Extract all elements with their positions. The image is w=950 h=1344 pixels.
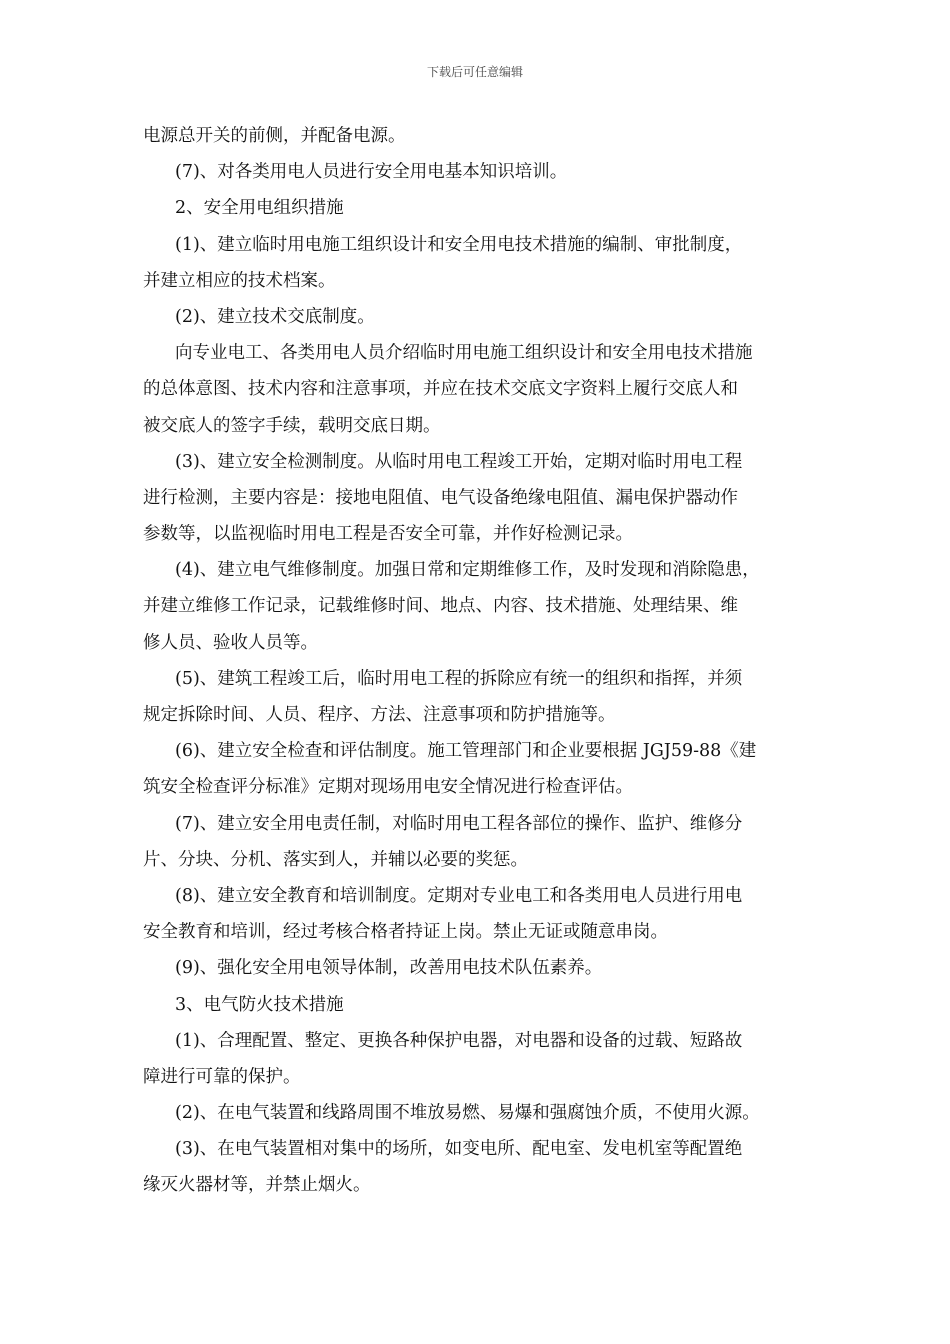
text-line: 并建立维修工作记录，记载维修时间、地点、内容、技术措施、处理结果、维	[143, 596, 738, 617]
text-line: (3)、在电气装置相对集中的场所，如变电所、配电室、发电机室等配置绝	[175, 1139, 743, 1160]
text-line: 参数等，以监视临时用电工程是否安全可靠，并作好检测记录。	[143, 524, 633, 545]
text-line: 的总体意图、技术内容和注意事项，并应在技术交底文字资料上履行交底人和	[143, 379, 738, 400]
text-line: (2)、建立技术交底制度。	[175, 306, 375, 327]
page-header-note: 下载后可任意编辑	[426, 65, 523, 79]
text-line: (7)、对各类用电人员进行安全用电基本知识培训。	[175, 162, 568, 183]
section-heading: 3、电气防火技术措施	[175, 994, 344, 1015]
text-line: (3)、建立安全检测制度。从临时用电工程竣工开始，定期对临时用电工程	[175, 451, 743, 472]
text-line: 筑安全检查评分标准》定期对现场用电安全情况进行检查评估。	[143, 777, 633, 798]
text-line: 向专业电工、各类用电人员介绍临时用电施工组织设计和安全用电技术措施	[175, 343, 753, 364]
text-line: (1)、建立临时用电施工组织设计和安全用电技术措施的编制、审批制度，	[175, 234, 743, 255]
text-line: (9)、强化安全用电领导体制，改善用电技术队伍素养。	[175, 958, 603, 979]
text-line: (5)、建筑工程竣工后，临时用电工程的拆除应有统一的组织和指挥，并须	[175, 668, 743, 689]
text-line: 规定拆除时间、人员、程序、方法、注意事项和防护措施等。	[143, 705, 616, 725]
text-line: (8)、建立安全教育和培训制度。定期对专业电工和各类用电人员进行用电	[175, 885, 743, 906]
text-line: 安全教育和培训，经过考核合格者持证上岗。禁止无证或随意串岗。	[143, 922, 668, 943]
text-line: (7)、建立安全用电责任制，对临时用电工程各部位的操作、监护、维修分	[175, 813, 743, 834]
text-line: (2)、在电气装置和线路周围不堆放易燃、易爆和强腐蚀介质，不使用火源。	[175, 1103, 760, 1124]
section-heading: 2、安全用电组织措施	[175, 198, 344, 219]
text-line: (6)、建立安全检查和评估制度。施工管理部门和企业要根据 JGJ59-88《建	[175, 741, 757, 762]
text-line: 并建立相应的技术档案。	[143, 270, 336, 291]
text-line: 缘灭火器材等，并禁止烟火。	[143, 1175, 371, 1196]
text-line: 进行检测，主要内容是：接地电阻值、电气设备绝缘电阻值、漏电保护器动作	[143, 487, 738, 508]
text-line: (1)、合理配置、整定、更换各种保护电器，对电器和设备的过载、短路故	[175, 1030, 743, 1051]
text-line: 片、分块、分机、落实到人，并辅以必要的奖惩。	[143, 849, 528, 870]
document-body	[143, 118, 809, 1204]
text-line: 电源总开关的前侧，并配备电源。	[143, 126, 406, 146]
text-line: 障进行可靠的保护。	[143, 1066, 301, 1087]
text-line: (4)、建立电气维修制度。加强日常和定期维修工作，及时发现和消除隐患，	[175, 560, 760, 581]
text-line: 修人员、验收人员等。	[143, 632, 318, 653]
text-line: 被交底人的签字手续，载明交底日期。	[143, 415, 441, 436]
